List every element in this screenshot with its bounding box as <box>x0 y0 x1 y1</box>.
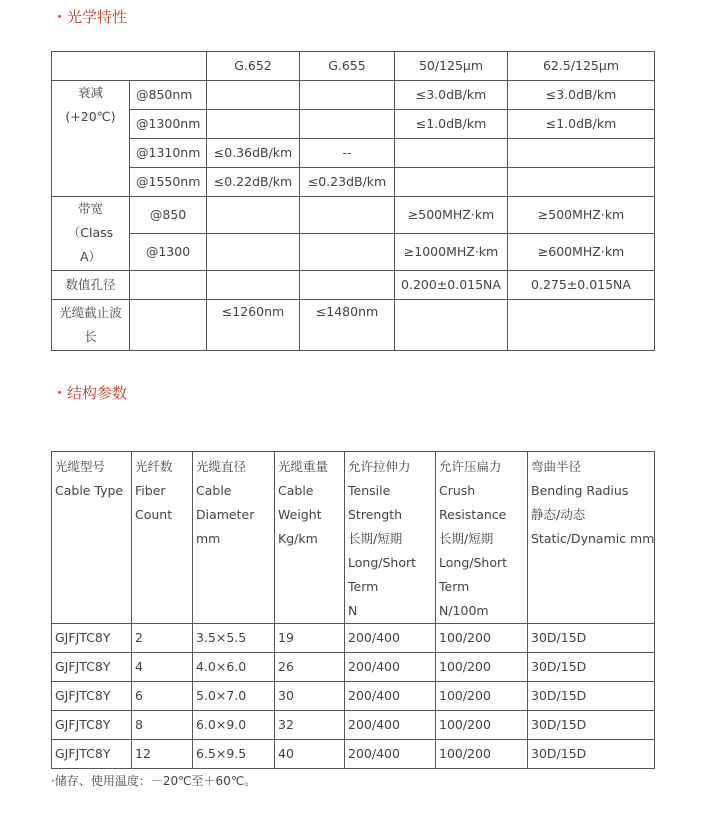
table-cell: 6.0×9.0 <box>193 711 275 740</box>
table-cell: 30D/15D <box>528 653 655 682</box>
table-header-row <box>52 52 655 81</box>
table-cell <box>207 234 300 271</box>
table-cell: ≤1.0dB/km <box>395 110 508 139</box>
table-cell: 6.5×9.5 <box>193 740 275 769</box>
table-cell <box>395 168 508 197</box>
table-cell: GJFJTC8Y <box>52 682 132 711</box>
table-cell: ≤1480nm <box>300 300 395 351</box>
table-row <box>52 139 655 168</box>
table-cell: 100/200 <box>436 653 528 682</box>
table-cell: 30D/15D <box>528 711 655 740</box>
table-cell: 4.0×6.0 <box>193 653 275 682</box>
table-cell: 30 <box>275 682 345 711</box>
table-row <box>52 110 655 139</box>
table-cell <box>207 271 300 300</box>
table-row <box>52 197 655 234</box>
table-cell: GJFJTC8Y <box>52 624 132 653</box>
table-cell: 100/200 <box>436 682 528 711</box>
table-cell: GJFJTC8Y <box>52 711 132 740</box>
table-cell: ≥500MHZ·km <box>395 197 508 234</box>
table-cell: ≤1.0dB/km <box>508 110 655 139</box>
table-cell: 26 <box>275 653 345 682</box>
bandwidth-label: 带宽 （Class A） <box>52 197 130 271</box>
table-row <box>52 624 655 653</box>
table-cell: -- <box>300 139 395 168</box>
table-cell: 100/200 <box>436 624 528 653</box>
table-cell: ≥500MHZ·km <box>508 197 655 234</box>
table-row <box>52 81 655 110</box>
table-cell: 200/400 <box>345 624 436 653</box>
table-cell: 6 <box>132 682 193 711</box>
table-cell <box>130 300 207 351</box>
table-cell: GJFJTC8Y <box>52 653 132 682</box>
table-cell <box>508 168 655 197</box>
table-cell: 12 <box>132 740 193 769</box>
table-cell: 5.0×7.0 <box>193 682 275 711</box>
table-cell: 100/200 <box>436 740 528 769</box>
table-cell: 8 <box>132 711 193 740</box>
optical-properties-table <box>51 51 655 351</box>
table-cell <box>508 139 655 168</box>
table-row <box>52 711 655 740</box>
table-cell: ≤0.23dB/km <box>300 168 395 197</box>
table-cell <box>395 139 508 168</box>
storage-temperature-note: ·储存、使用温度：－20℃至＋60℃。 <box>51 774 257 788</box>
table-row <box>52 271 655 300</box>
header-cable-type: 光缆型号 Cable Type <box>52 452 132 624</box>
table-cell: 19 <box>275 624 345 653</box>
header-cable-diameter: 光缆直径 Cable Diameter mm <box>193 452 275 624</box>
header-bending-radius: 弯曲半径 Bending Radius 静态/动态 Static/Dynamic mm <box>528 452 655 624</box>
table-cell <box>300 234 395 271</box>
table-cell: 3.5×5.5 <box>193 624 275 653</box>
wavelength-cell: @850 <box>130 197 207 234</box>
table-cell <box>130 271 207 300</box>
header-cell-g652: G.652 <box>207 52 300 81</box>
table-cell: 40 <box>275 740 345 769</box>
table-cell <box>300 271 395 300</box>
structure-section-title: ・结构参数 <box>52 384 128 402</box>
table-cell: 100/200 <box>436 711 528 740</box>
table-cell <box>207 81 300 110</box>
table-cell: ≤0.36dB/km <box>207 139 300 168</box>
table-cell <box>300 110 395 139</box>
table-cell <box>395 300 508 351</box>
table-cell: 200/400 <box>345 711 436 740</box>
header-cable-weight: 光缆重量 Cable Weight Kg/km <box>275 452 345 624</box>
header-cell-g655: G.655 <box>300 52 395 81</box>
table-cell: 200/400 <box>345 740 436 769</box>
wavelength-cell: @1300nm <box>130 110 207 139</box>
table-cell: 32 <box>275 711 345 740</box>
table-cell: 200/400 <box>345 653 436 682</box>
cutoff-wavelength-label: 光缆截止波 长 <box>52 300 130 351</box>
table-cell <box>300 81 395 110</box>
table-cell: GJFJTC8Y <box>52 740 132 769</box>
table-cell: ≤1260nm <box>207 300 300 351</box>
attenuation-label: 衰减 (+20℃) <box>52 81 130 197</box>
numerical-aperture-label: 数值孔径 <box>52 271 130 300</box>
optical-section-title: ・光学特性 <box>52 8 128 26</box>
table-cell: 30D/15D <box>528 682 655 711</box>
table-row <box>52 682 655 711</box>
wavelength-cell: @1550nm <box>130 168 207 197</box>
table-cell <box>508 300 655 351</box>
structure-parameters-table <box>51 451 655 769</box>
table-cell: 30D/15D <box>528 740 655 769</box>
table-cell: ≥600MHZ·km <box>508 234 655 271</box>
header-tensile-strength: 允许拉伸力 Tensile Strength 长期/短期 Long/Short Term N <box>345 452 436 624</box>
table-cell: ≤3.0dB/km <box>395 81 508 110</box>
header-cell-50-125: 50/125μm <box>395 52 508 81</box>
table-cell: 0.275±0.015NA <box>508 271 655 300</box>
header-cell-empty <box>52 52 207 81</box>
table-cell <box>207 110 300 139</box>
table-cell: 4 <box>132 653 193 682</box>
table-row <box>52 653 655 682</box>
table-row <box>52 168 655 197</box>
header-crush-resistance: 允许压扁力 Crush Resistance 长期/短期 Long/Short Term N/100m <box>436 452 528 624</box>
wavelength-cell: @1300 <box>130 234 207 271</box>
table-header-row <box>52 452 655 624</box>
table-row <box>52 300 655 351</box>
header-fiber-count: 光纤数 Fiber Count <box>132 452 193 624</box>
table-cell: 0.200±0.015NA <box>395 271 508 300</box>
table-cell: ≤3.0dB/km <box>508 81 655 110</box>
table-row <box>52 234 655 271</box>
header-cell-62-5-125: 62.5/125μm <box>508 52 655 81</box>
table-cell: 30D/15D <box>528 624 655 653</box>
wavelength-cell: @1310nm <box>130 139 207 168</box>
table-cell <box>207 197 300 234</box>
table-cell: 2 <box>132 624 193 653</box>
table-cell: ≤0.22dB/km <box>207 168 300 197</box>
table-cell <box>300 197 395 234</box>
table-cell: 200/400 <box>345 682 436 711</box>
table-row <box>52 740 655 769</box>
wavelength-cell: @850nm <box>130 81 207 110</box>
table-cell: ≥1000MHZ·km <box>395 234 508 271</box>
